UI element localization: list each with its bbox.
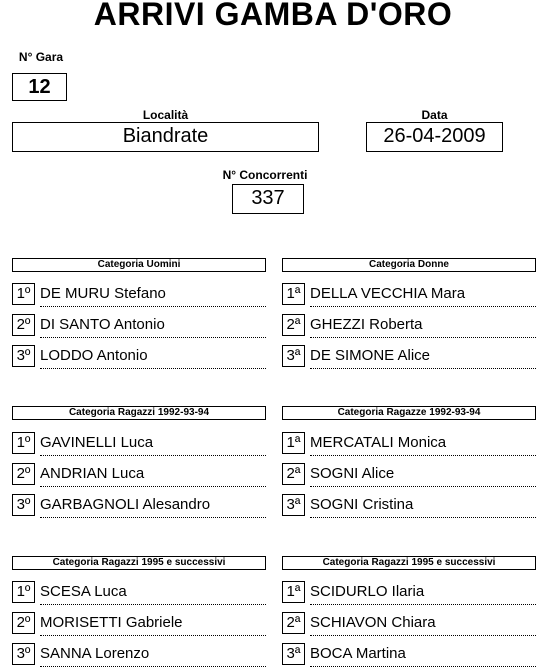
athlete-name: SOGNI Alice [310,463,536,487]
athlete-name: BOCA Martina [310,643,536,667]
position-box: 3ª [282,494,305,516]
athlete-name: DELLA VECCHIA Mara [310,283,536,307]
category-title: Categoria Ragazzi 1992-93-94 [12,406,266,420]
localita-field[interactable]: Biandrate [12,122,319,152]
athlete-name: DI SANTO Antonio [40,314,266,338]
athlete-name: DE MURU Stefano [40,283,266,307]
athlete-name: SCHIAVON Chiara [310,612,536,636]
position-box: 3ª [282,345,305,367]
athlete-name: MERCATALI Monica [310,432,536,456]
position-box: 2ª [282,463,305,485]
page-title: ARRIVI GAMBA D'ORO [93,0,453,32]
position-box: 1º [12,283,35,305]
position-box: 1º [12,581,35,603]
position-box: 3ª [282,643,305,665]
result-row [12,581,266,605]
athlete-name: LODDO Antonio [40,345,266,369]
localita-label: Località [142,108,189,122]
result-row [282,283,536,307]
athlete-name: SCIDURLO Ilaria [310,581,536,605]
result-row [12,463,266,487]
position-box: 3º [12,643,35,665]
result-row [282,643,536,667]
position-box: 3º [12,345,35,367]
result-row [282,432,536,456]
result-row [282,494,536,518]
position-box: 2º [12,463,35,485]
position-box: 1ª [282,283,305,305]
category-title: Categoria Ragazzi 1995 e successivi [282,556,536,570]
result-row [282,581,536,605]
athlete-name: MORISETTI Gabriele [40,612,266,636]
athlete-name: GHEZZI Roberta [310,314,536,338]
result-row [12,432,266,456]
athlete-name: DE SIMONE Alice [310,345,536,369]
athlete-name: GAVINELLI Luca [40,432,266,456]
athlete-name: GARBAGNOLI Alesandro [40,494,266,518]
result-row [282,612,536,636]
position-box: 1º [12,432,35,454]
athlete-name: SANNA Lorenzo [40,643,266,667]
concorrenti-field[interactable]: 337 [232,184,304,214]
position-box: 1ª [282,581,305,603]
gara-field[interactable]: 12 [12,73,67,101]
position-box: 2ª [282,612,305,634]
gara-label: N° Gara [18,50,64,64]
result-row [282,314,536,338]
data-field[interactable]: 26-04-2009 [366,122,503,152]
result-row [12,345,266,369]
result-row [282,345,536,369]
athlete-name: SOGNI Cristina [310,494,536,518]
athlete-name: SCESA Luca [40,581,266,605]
result-row [12,314,266,338]
position-box: 1ª [282,432,305,454]
position-box: 2º [12,314,35,336]
category-title: Categoria Uomini [12,258,266,272]
result-row [12,643,266,667]
category-title: Categoria Ragazzi 1995 e successivi [12,556,266,570]
result-row [12,612,266,636]
data-label: Data [421,108,448,122]
athlete-name: ANDRIAN Luca [40,463,266,487]
concorrenti-label: N° Concorrenti [222,168,308,182]
category-title: Categoria Ragazze 1992-93-94 [282,406,536,420]
result-row [282,463,536,487]
result-row [12,494,266,518]
category-title: Categoria Donne [282,258,536,272]
result-row [12,283,266,307]
position-box: 2º [12,612,35,634]
position-box: 3º [12,494,35,516]
position-box: 2ª [282,314,305,336]
